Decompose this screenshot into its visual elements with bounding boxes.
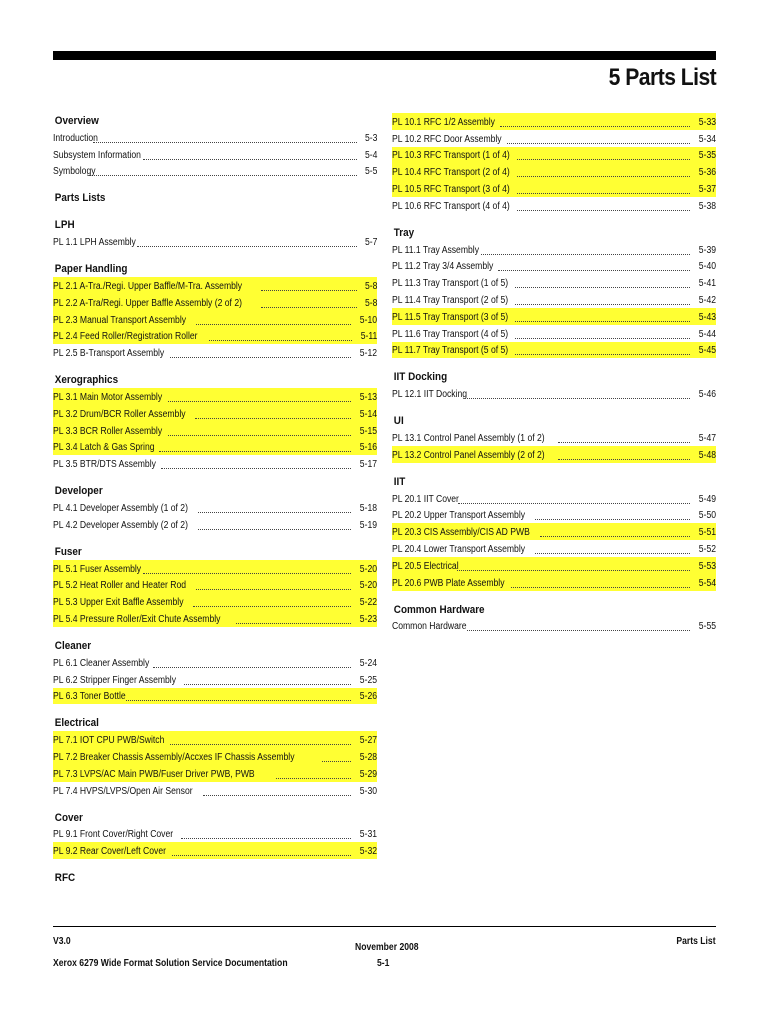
- dot-leader: [236, 623, 351, 624]
- toc-entry-title: PL 11.6 Tray Transport (4 of 5): [392, 328, 509, 340]
- toc-entry-page: 5-7: [364, 237, 377, 249]
- toc-entry[interactable]: [53, 163, 377, 180]
- dot-leader: [535, 553, 690, 554]
- footer-document-title: Xerox 6279 Wide Format Solution Service Documentation: [53, 958, 288, 969]
- toc-entry[interactable]: [392, 385, 716, 402]
- dot-leader: [467, 630, 690, 631]
- toc-entry-title: PL 7.3 LVPS/AC Main PWB/Fuser Driver PWB, PWB: [53, 768, 255, 780]
- dot-leader: [126, 700, 351, 701]
- toc-entry[interactable]: [392, 523, 716, 540]
- toc-entry-title: PL 20.1 IIT Cover: [392, 493, 459, 505]
- toc-entry-page: 5-34: [698, 133, 716, 145]
- toc-entry[interactable]: [53, 731, 377, 748]
- toc-entry-page: 5-31: [359, 829, 377, 841]
- toc-entry-page: 5-48: [698, 449, 716, 461]
- dot-leader: [515, 287, 690, 288]
- section-heading-common-hardware: Common Hardware: [393, 603, 485, 616]
- toc-entry-title: PL 6.1 Cleaner Assembly: [53, 657, 150, 669]
- toc-entry-title: PL 11.7 Tray Transport (5 of 5): [392, 345, 509, 357]
- dot-leader: [322, 761, 351, 762]
- toc-entry-title: PL 13.2 Control Panel Assembly (2 of 2): [392, 449, 545, 461]
- toc-entry-page: 5-50: [698, 510, 716, 522]
- toc-entry-title: Subsystem Information: [53, 149, 141, 161]
- dot-leader: [159, 451, 351, 452]
- toc-entry-title: PL 4.1 Developer Assembly (1 of 2): [53, 502, 188, 514]
- toc-entry-page: 5-8: [364, 280, 377, 292]
- toc-entry-page: 5-17: [359, 459, 377, 471]
- section-heading-cleaner: Cleaner: [54, 639, 92, 652]
- toc-entry-page: 5-15: [359, 425, 377, 437]
- toc-entry-page: 5-10: [359, 314, 377, 326]
- toc-entry[interactable]: [53, 748, 377, 765]
- toc-entry-title: PL 5.1 Fuser Assembly: [53, 563, 142, 575]
- dot-leader: [558, 459, 690, 460]
- toc-entry[interactable]: [53, 499, 377, 516]
- toc-entry-page: 5-54: [698, 577, 716, 589]
- dot-leader: [535, 519, 690, 520]
- footer-section: Parts List: [676, 936, 716, 947]
- toc-entry[interactable]: [392, 197, 716, 214]
- toc-entry[interactable]: [53, 328, 377, 345]
- toc-entry[interactable]: [53, 782, 377, 799]
- toc-entry-title: PL 20.4 Lower Transport Assembly: [392, 543, 526, 555]
- toc-entry-page: 5-30: [359, 785, 377, 797]
- toc-entry-page: 5-46: [698, 389, 716, 401]
- toc-entry-page: 5-24: [359, 657, 377, 669]
- toc-entry-title: PL 20.5 Electrical: [392, 560, 459, 572]
- dot-leader: [515, 304, 690, 305]
- section-heading-iit: IIT: [393, 475, 406, 488]
- dot-leader: [93, 142, 356, 143]
- section-heading-parts-lists: Parts Lists: [54, 192, 106, 205]
- dot-leader: [143, 159, 356, 160]
- toc-entry[interactable]: [53, 439, 377, 456]
- toc-entry-page: 5-28: [359, 751, 377, 763]
- toc-entry-page: 5-13: [359, 391, 377, 403]
- toc-entry-page: 5-27: [359, 735, 377, 747]
- toc-entry-title: PL 12.1 IIT Docking: [392, 389, 468, 401]
- toc-entry-title: Symbology: [53, 166, 96, 178]
- toc-entry-page: 5-33: [698, 116, 716, 128]
- toc-entry-title: PL 6.3 Toner Bottle: [53, 691, 126, 703]
- footer-page-number: 5-1: [377, 958, 390, 969]
- dot-leader: [276, 778, 351, 779]
- toc-entry-title: PL 2.2 A-Tra/Regi. Upper Baffle Assembly (2 of 2): [53, 297, 242, 309]
- toc-entry-title: PL 7.2 Breaker Chassis Assembly/Accxes IF Chassis Assembly: [53, 751, 295, 763]
- dot-leader: [540, 536, 690, 537]
- toc-entry[interactable]: [53, 654, 377, 671]
- toc-entry-title: PL 10.6 RFC Transport (4 of 4): [392, 200, 510, 212]
- toc-entry-title: PL 20.6 PWB Plate Assembly: [392, 577, 505, 589]
- toc-entry-page: 5-18: [359, 502, 377, 514]
- dot-leader: [517, 176, 690, 177]
- dot-leader: [168, 401, 351, 402]
- toc-entry[interactable]: [392, 490, 716, 507]
- toc-entry-title: PL 6.2 Stripper Finger Assembly: [53, 674, 177, 686]
- toc-entry[interactable]: [392, 130, 716, 147]
- toc-entry[interactable]: [53, 826, 377, 843]
- toc-entry-page: 5-41: [698, 278, 716, 290]
- toc-entry[interactable]: [53, 129, 377, 146]
- toc-entry-page: 5-35: [698, 150, 716, 162]
- dot-leader: [195, 418, 351, 419]
- toc-entry[interactable]: [392, 429, 716, 446]
- section-heading-xerographics: Xerographics: [54, 374, 119, 387]
- dot-leader: [203, 795, 351, 796]
- toc-entry[interactable]: [53, 455, 377, 472]
- section-heading-ui: UI: [393, 415, 404, 428]
- toc-entry-page: 5-14: [359, 408, 377, 420]
- toc-entry[interactable]: [53, 842, 377, 859]
- toc-entry-title: PL 3.2 Drum/BCR Roller Assembly: [53, 408, 186, 420]
- dot-leader: [170, 744, 351, 745]
- toc-entry-title: PL 2.3 Manual Transport Assembly: [53, 314, 187, 326]
- toc-entry-page: 5-20: [359, 580, 377, 592]
- toc-entry-page: 5-26: [359, 691, 377, 703]
- toc-entry-title: PL 3.5 BTR/DTS Assembly: [53, 459, 156, 471]
- dot-leader: [481, 254, 690, 255]
- section-heading-developer: Developer: [54, 485, 103, 498]
- toc-entry-page: 5-36: [698, 167, 716, 179]
- dot-leader: [507, 143, 690, 144]
- dot-leader: [458, 503, 690, 504]
- toc-entry[interactable]: [392, 113, 716, 130]
- toc-entry-page: 5-19: [359, 519, 377, 531]
- toc-entry-title: PL 9.1 Front Cover/Right Cover: [53, 829, 174, 841]
- page-title: 5 Parts List: [608, 64, 716, 91]
- toc-entry-title: Introduction: [53, 132, 98, 144]
- dot-leader: [209, 340, 352, 341]
- dot-leader: [172, 855, 351, 856]
- section-heading-iit-docking: IIT Docking: [393, 371, 448, 384]
- dot-leader: [90, 175, 356, 176]
- toc-entry-page: 5-55: [698, 621, 716, 633]
- toc-entry-page: 5-44: [698, 328, 716, 340]
- toc-entry-title: PL 4.2 Developer Assembly (2 of 2): [53, 519, 188, 531]
- toc-entry-title: PL 11.3 Tray Transport (1 of 5): [392, 278, 509, 290]
- toc-entry-title: PL 11.1 Tray Assembly: [392, 244, 480, 256]
- dot-leader: [517, 210, 690, 211]
- dot-leader: [196, 324, 351, 325]
- toc-entry-title: PL 10.5 RFC Transport (3 of 4): [392, 183, 510, 195]
- toc-entry-title: PL 11.2 Tray 3/4 Assembly: [392, 261, 494, 273]
- toc-entry-page: 5-4: [364, 149, 377, 161]
- section-heading-fuser: Fuser: [54, 545, 82, 558]
- dot-leader: [517, 193, 690, 194]
- toc-entry-title: PL 20.2 Upper Transport Assembly: [392, 510, 526, 522]
- dot-leader: [261, 307, 357, 308]
- section-heading-overview: Overview: [54, 115, 99, 127]
- toc-entry[interactable]: [53, 560, 377, 577]
- toc-entry-page: 5-47: [698, 432, 716, 444]
- toc-entry[interactable]: [53, 610, 377, 627]
- toc-entry-title: PL 2.1 A-Tra./Regi. Upper Baffle/M-Tra. Assembly: [53, 280, 243, 292]
- top-rule: [53, 51, 716, 60]
- toc-entry-title: PL 2.5 B-Transport Assembly: [53, 348, 165, 360]
- toc-left-column: [53, 113, 377, 886]
- toc-entry-title: PL 10.3 RFC Transport (1 of 4): [392, 150, 510, 162]
- toc-entry[interactable]: [53, 388, 377, 405]
- toc-entry[interactable]: [53, 405, 377, 422]
- toc-entry-title: PL 10.2 RFC Door Assembly: [392, 133, 502, 145]
- toc-entry[interactable]: [53, 146, 377, 163]
- toc-entry[interactable]: [392, 618, 716, 635]
- toc-entry-page: 5-29: [359, 768, 377, 780]
- toc-entry-page: 5-11: [360, 331, 377, 343]
- dot-leader: [137, 246, 356, 247]
- toc-entry-title: PL 7.4 HVPS/LVPS/Open Air Sensor: [53, 785, 193, 797]
- toc-entry-title: PL 5.2 Heat Roller and Heater Rod: [53, 580, 187, 592]
- toc-entry[interactable]: [53, 593, 377, 610]
- dot-leader: [143, 573, 351, 574]
- toc-entry[interactable]: [53, 233, 377, 250]
- toc-entry-page: 5-5: [364, 166, 377, 178]
- toc-entry-title: PL 3.4 Latch & Gas Spring: [53, 442, 155, 454]
- toc-entry-page: 5-38: [698, 200, 716, 212]
- toc-entry[interactable]: [53, 294, 377, 311]
- toc-entry[interactable]: [392, 342, 716, 359]
- section-heading-cover: Cover: [54, 811, 83, 824]
- dot-leader: [198, 529, 351, 530]
- toc-entry-page: 5-45: [698, 345, 716, 357]
- toc-entry-page: 5-49: [698, 493, 716, 505]
- toc-entry[interactable]: [53, 344, 377, 361]
- dot-leader: [181, 838, 351, 839]
- toc-entry[interactable]: [392, 274, 716, 291]
- toc-entry-title: PL 20.3 CIS Assembly/CIS AD PWB: [392, 527, 530, 539]
- toc-entry-page: 5-39: [698, 244, 716, 256]
- dot-leader: [184, 684, 351, 685]
- toc-entry[interactable]: [392, 540, 716, 557]
- toc-entry-title: PL 2.4 Feed Roller/Registration Roller: [53, 331, 198, 343]
- toc-entry-page: 5-25: [359, 674, 377, 686]
- section-heading-rfc: RFC: [54, 872, 76, 885]
- toc-right-column: [392, 113, 716, 634]
- toc-entry[interactable]: [392, 557, 716, 574]
- toc-entry-page: 5-42: [698, 294, 716, 306]
- toc-entry-page: 5-43: [698, 311, 716, 323]
- toc-entry-title: PL 13.1 Control Panel Assembly (1 of 2): [392, 432, 545, 444]
- dot-leader: [153, 667, 351, 668]
- section-heading-lph: LPH: [54, 219, 75, 232]
- footer-date: November 2008: [355, 942, 419, 953]
- toc-entry-title: PL 5.3 Upper Exit Baffle Assembly: [53, 597, 184, 609]
- toc-entry[interactable]: [392, 446, 716, 463]
- toc-entry-title: PL 3.3 BCR Roller Assembly: [53, 425, 163, 437]
- dot-leader: [457, 570, 690, 571]
- toc-entry-page: 5-23: [359, 613, 377, 625]
- toc-entry-page: 5-12: [359, 348, 377, 360]
- dot-leader: [161, 468, 351, 469]
- toc-entry-title: PL 9.2 Rear Cover/Left Cover: [53, 846, 166, 858]
- toc-entry[interactable]: [53, 311, 377, 328]
- dot-leader: [261, 290, 357, 291]
- dot-leader: [170, 357, 351, 358]
- toc-entry[interactable]: [392, 241, 716, 258]
- toc-entry[interactable]: [53, 516, 377, 533]
- toc-entry[interactable]: [392, 574, 716, 591]
- dot-leader: [198, 512, 351, 513]
- toc-entry[interactable]: [392, 291, 716, 308]
- toc-entry-page: 5-53: [698, 560, 716, 572]
- toc-entry-page: 5-20: [359, 563, 377, 575]
- dot-leader: [498, 270, 690, 271]
- toc-entry-title: PL 5.4 Pressure Roller/Exit Chute Assembly: [53, 613, 221, 625]
- toc-entry-page: 5-3: [364, 132, 377, 144]
- toc-entry-page: 5-22: [359, 597, 377, 609]
- dot-leader: [515, 321, 690, 322]
- dot-leader: [515, 338, 690, 339]
- toc-entry-page: 5-52: [698, 543, 716, 555]
- toc-entry-page: 5-32: [359, 846, 377, 858]
- toc-entry[interactable]: [392, 258, 716, 275]
- toc-entry[interactable]: [53, 577, 377, 594]
- toc-entry-title: PL 10.1 RFC 1/2 Assembly: [392, 116, 495, 128]
- dot-leader: [558, 442, 690, 443]
- toc-entry-page: 5-40: [698, 261, 716, 273]
- toc-entry-page: 5-8: [364, 297, 377, 309]
- toc-entry-page: 5-16: [359, 442, 377, 454]
- section-heading-tray: Tray: [393, 226, 415, 239]
- dot-leader: [168, 435, 351, 436]
- section-heading-paper-handling: Paper Handling: [54, 263, 128, 276]
- toc-entry-title: PL 11.4 Tray Transport (2 of 5): [392, 294, 509, 306]
- toc-entry[interactable]: [53, 765, 377, 782]
- footer-rule: [53, 926, 716, 927]
- toc-entry-title: PL 3.1 Main Motor Assembly: [53, 391, 163, 403]
- toc-entry[interactable]: [392, 163, 716, 180]
- toc-entry-title: PL 1.1 LPH Assembly: [53, 237, 136, 249]
- toc-entry-page: 5-51: [698, 527, 716, 539]
- toc-entry-title: Common Hardware: [392, 621, 467, 633]
- toc-entry[interactable]: [53, 688, 377, 705]
- toc-entry[interactable]: [53, 422, 377, 439]
- toc-entry[interactable]: [392, 507, 716, 524]
- toc-entry-title: PL 10.4 RFC Transport (2 of 4): [392, 167, 510, 179]
- footer-version: V3.0: [53, 936, 71, 947]
- section-heading-electrical: Electrical: [54, 717, 99, 730]
- toc-entry-page: 5-37: [698, 183, 716, 195]
- toc-entry-title: PL 11.5 Tray Transport (3 of 5): [392, 311, 509, 323]
- dot-leader: [515, 354, 690, 355]
- toc-entry[interactable]: [392, 147, 716, 164]
- dot-leader: [500, 126, 690, 127]
- toc-entry-title: PL 7.1 IOT CPU PWB/Switch: [53, 735, 165, 747]
- dot-leader: [467, 398, 690, 399]
- toc-entry[interactable]: [392, 180, 716, 197]
- toc-entry[interactable]: [392, 325, 716, 342]
- dot-leader: [196, 589, 351, 590]
- toc-entry[interactable]: [53, 277, 377, 294]
- toc-entry[interactable]: [53, 671, 377, 688]
- toc-entry[interactable]: [392, 308, 716, 325]
- dot-leader: [193, 606, 351, 607]
- dot-leader: [511, 587, 690, 588]
- dot-leader: [517, 159, 690, 160]
